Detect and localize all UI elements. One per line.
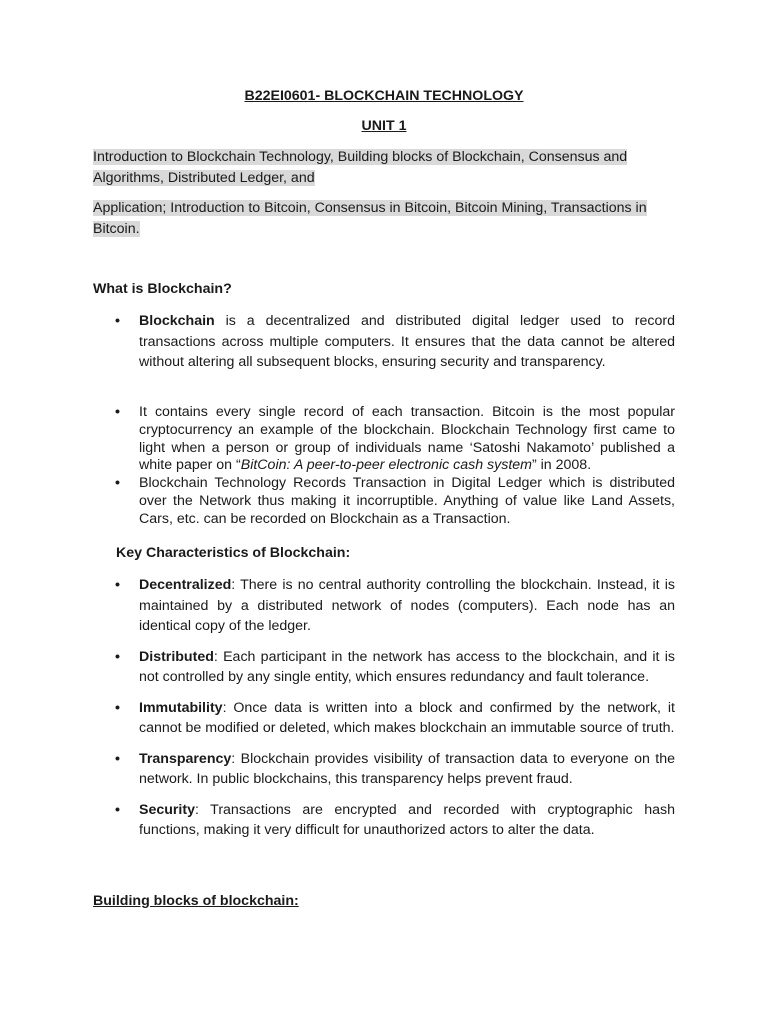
building-blocks-heading: Building blocks of blockchain: xyxy=(93,893,299,909)
bullet-term: Distributed xyxy=(139,648,214,665)
list-item xyxy=(115,575,675,637)
bullet-text: : Transactions are encrypted and recorded with cryptographic hash functions, making it very difficult for unauthorized actors to alter the data. xyxy=(139,801,675,838)
list-item xyxy=(115,404,675,475)
bullet-term: Security xyxy=(139,801,195,818)
bullet-term: Blockchain xyxy=(139,313,215,329)
syllabus-line-1: Introduction to Blockchain Technology, Building blocks of Blockchain, Consensus and Algorithms, Distributed Ledger, and xyxy=(93,149,628,186)
list-item xyxy=(115,475,675,528)
bullet-text: : Each participant in the network has access to the blockchain, and it is not controlled by any single entity, which ensures redundancy and fault tolerance. xyxy=(139,648,675,685)
bullet-text: is a decentralized and distributed digital ledger used to record transactions across multiple computers. It ensures that the data cannot be altered without altering all subsequent blocks, ensuring security and transparency. xyxy=(139,313,675,370)
white-paper-title: BitCoin: A peer-to-peer electronic cash system xyxy=(240,457,532,474)
unit-title: UNIT 1 xyxy=(361,118,407,134)
characteristics-list xyxy=(115,575,675,841)
what-is-list-2 xyxy=(115,404,675,529)
syllabus-block-2 xyxy=(93,198,675,239)
bullet-term: Immutability xyxy=(139,699,223,716)
list-item xyxy=(115,698,675,739)
course-title: B22EI0601- BLOCKCHAIN TECHNOLOGY xyxy=(244,88,524,104)
syllabus-line-2: Application; Introduction to Bitcoin, Consensus in Bitcoin, Bitcoin Mining, Transactions in Bitcoin. xyxy=(93,200,647,237)
list-item xyxy=(115,647,675,688)
bullet-term: Transparency xyxy=(139,750,232,767)
what-is-heading: What is Blockchain? xyxy=(93,281,232,297)
what-is-list-1 xyxy=(115,311,675,373)
bullet-text: ” in 2008. xyxy=(531,457,592,474)
bullet-term: Decentralized xyxy=(139,577,232,593)
list-item xyxy=(115,800,675,841)
bullet-text: Blockchain Technology Records Transaction in Digital Ledger which is distributed over the Network thus making it incorruptible. Anything of value like Land Assets, Cars, etc. can be recorded on Blockchain as a Transaction. xyxy=(139,475,675,527)
bullet-text: It contains every single record of each transaction. Bitcoin is the most popular cryptocurrency an example of the blockchain. Blockchain Technology first came to light when a person or group of individuals name ‘Satoshi Nakamoto’ published a white paper on “ xyxy=(139,404,675,474)
bullet-text: : There is no central authority controlling the blockchain. Instead, it is maintained by a distributed network of nodes (computers). Each node has an identical copy of the ledger. xyxy=(139,577,675,634)
list-item xyxy=(115,749,675,790)
list-item xyxy=(115,311,675,373)
bullet-text: : Once data is written into a block and confirmed by the network, it cannot be modified or deleted, which makes blockchain an immutable source of truth. xyxy=(139,699,675,736)
characteristics-heading: Key Characteristics of Blockchain: xyxy=(116,545,351,561)
syllabus-block-1 xyxy=(93,147,675,188)
bullet-text: : Blockchain provides visibility of transaction data to everyone on the network. In public blockchains, this transparency helps prevent fraud. xyxy=(139,750,675,787)
